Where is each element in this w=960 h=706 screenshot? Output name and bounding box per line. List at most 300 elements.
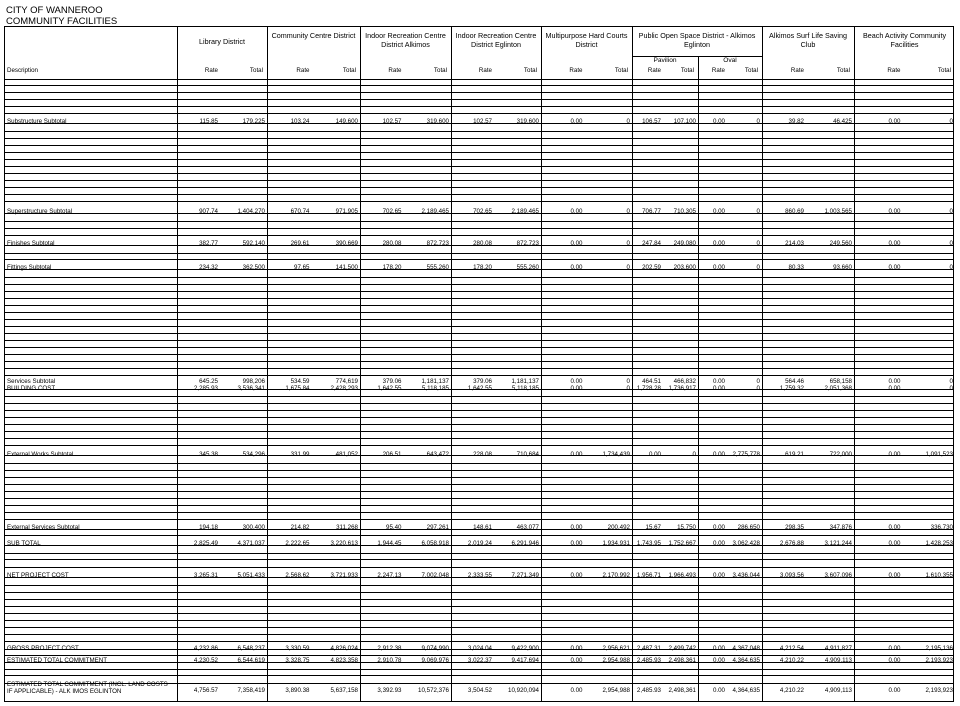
total-value: 0 xyxy=(756,378,760,385)
row-line xyxy=(5,228,953,229)
rate-label: Rate xyxy=(204,67,218,74)
rate-value: 1,759.32 xyxy=(779,385,804,392)
total-value: 6,291,946 xyxy=(511,540,539,547)
total-value: 1,003,565 xyxy=(824,208,852,215)
rate-value: 280.08 xyxy=(473,240,492,247)
total-value: 3,220,613 xyxy=(330,540,358,547)
row-line xyxy=(5,347,953,348)
total-value: 6,544,619 xyxy=(237,657,265,664)
row-label: Finishes Subtotal xyxy=(7,240,55,247)
total-label: Total xyxy=(937,67,951,74)
rate-value: 0.00 xyxy=(888,385,901,392)
total-value: 481,052 xyxy=(335,451,358,458)
total-value: 710,305 xyxy=(673,208,696,215)
rate-value: 102.57 xyxy=(473,118,492,125)
total-value: 7,358,419 xyxy=(237,687,265,694)
rate-value: 0.00 xyxy=(570,657,583,664)
rate-value: 178.20 xyxy=(473,264,492,271)
rate-value: 0.00 xyxy=(712,264,725,271)
rate-value: 0.00 xyxy=(712,687,725,694)
row-line xyxy=(5,173,953,174)
rate-value: 0.00 xyxy=(712,385,725,392)
row-label: Superstructure Subtotal xyxy=(7,208,73,215)
total-label: Total xyxy=(744,67,758,74)
row-line xyxy=(5,655,953,656)
column-header: Indoor Recreation Centre District Eglinton xyxy=(455,31,537,49)
total-value: 149,600 xyxy=(335,118,358,125)
rate-value: 39.82 xyxy=(788,118,804,125)
rate-value: 95.40 xyxy=(386,524,402,531)
rate-value: 1,642.55 xyxy=(377,385,402,392)
total-value: 3,121,244 xyxy=(824,540,852,547)
report-subtitle: COMMUNITY FACILITIES xyxy=(6,16,118,27)
total-value: 4,909,113 xyxy=(824,657,852,664)
rate-value: 97.65 xyxy=(294,264,310,271)
total-value: 0 xyxy=(756,118,760,125)
rate-value: 2,285.93 xyxy=(193,385,218,392)
rate-value: 4,756.57 xyxy=(193,687,218,694)
total-value: 1,181,137 xyxy=(511,378,539,385)
row-line xyxy=(5,641,953,642)
total-value: 2,954,988 xyxy=(602,657,630,664)
rate-value: 2,910.78 xyxy=(377,657,402,664)
total-value: 3,536,341 xyxy=(237,385,265,392)
row-line xyxy=(5,627,953,628)
rate-value: 0.00 xyxy=(570,378,583,385)
rate-value: 3,392.93 xyxy=(377,687,402,694)
row-line xyxy=(5,445,953,446)
total-value: 297,261 xyxy=(426,524,449,531)
total-value: 10,572,376 xyxy=(418,687,449,694)
rate-value: 0.00 xyxy=(888,540,901,547)
oval-header: Oval xyxy=(723,57,737,64)
rate-value: 379.06 xyxy=(382,378,402,385)
total-value: 4,823,358 xyxy=(330,657,358,664)
total-value: 998,206 xyxy=(242,378,265,385)
row-line xyxy=(5,166,953,167)
rate-value: 0.00 xyxy=(888,208,901,215)
total-value: 2,193,923 xyxy=(925,657,953,664)
rate-value: 907.74 xyxy=(199,208,218,215)
total-value: 9,422,900 xyxy=(511,645,539,652)
rate-label: Rate xyxy=(887,67,901,74)
row-line xyxy=(5,567,953,568)
row-line xyxy=(5,361,953,362)
total-value: 1,934,931 xyxy=(602,540,630,547)
row-line xyxy=(5,620,953,621)
total-label: Total xyxy=(836,67,850,74)
total-value: 311,268 xyxy=(336,524,358,531)
rate-value: 0.00 xyxy=(570,524,583,531)
row-line xyxy=(5,417,953,418)
total-label: Total xyxy=(342,67,356,74)
total-value: 200,492 xyxy=(607,524,630,531)
row-label: GROSS PROJECT COST xyxy=(7,645,79,652)
rate-value: 0.00 xyxy=(712,657,725,664)
row-line xyxy=(5,333,953,334)
rate-value: 4,212.54 xyxy=(779,645,804,652)
row-line xyxy=(5,585,953,586)
row-line xyxy=(5,187,953,188)
row-label: Substructure Subtotal xyxy=(7,118,67,125)
rate-value: 0.00 xyxy=(888,240,901,247)
rate-value: 298.35 xyxy=(785,524,804,531)
rate-value: 0.00 xyxy=(888,451,901,458)
total-value: 0 xyxy=(626,118,630,125)
total-value: 6,058,918 xyxy=(421,540,449,547)
total-value: 93,660 xyxy=(833,264,852,271)
rate-value: 0.00 xyxy=(712,572,725,579)
rate-value: 2,247.13 xyxy=(377,572,402,579)
total-value: 5,637,158 xyxy=(330,687,358,694)
report-title: CITY OF WANNEROO xyxy=(6,5,103,16)
total-value: 774,619 xyxy=(335,378,358,385)
row-line xyxy=(5,113,953,114)
total-value: 0 xyxy=(949,240,953,247)
rate-value: 247.84 xyxy=(642,240,661,247)
row-line xyxy=(5,553,953,554)
row-label: External Works Subtotal xyxy=(7,451,74,458)
rate-value: 194.18 xyxy=(199,524,218,531)
rate-value: 214.03 xyxy=(785,240,804,247)
row-line xyxy=(5,491,953,492)
row-line xyxy=(5,438,953,439)
rate-value: 106.57 xyxy=(642,118,661,125)
total-value: 2,193,923 xyxy=(925,687,953,694)
total-label: Total xyxy=(523,67,537,74)
cost-table xyxy=(4,26,954,702)
total-value: 347,876 xyxy=(829,524,852,531)
rate-value: 331.99 xyxy=(290,451,310,458)
total-value: 0 xyxy=(949,208,953,215)
total-value: 5,051,433 xyxy=(237,572,265,579)
column-header: Indoor Recreation Centre District Alkimos xyxy=(365,31,446,49)
total-value: 390,669 xyxy=(335,240,358,247)
total-label: Total xyxy=(433,67,447,74)
row-line xyxy=(5,613,953,614)
total-value: 1,091,523 xyxy=(925,451,953,458)
rate-value: 0.00 xyxy=(570,385,583,392)
rate-value: 0.00 xyxy=(570,240,583,247)
rate-value: 4,210.22 xyxy=(779,687,804,694)
row-label: ESTIMATED TOTAL COMMITMENT xyxy=(7,657,108,664)
total-value: 4,909,113 xyxy=(824,687,852,694)
rate-value: 3,504.52 xyxy=(467,687,492,694)
rate-value: 4,210.22 xyxy=(779,657,804,664)
total-value: 1,428,253 xyxy=(925,540,953,547)
rate-value: 214.82 xyxy=(290,524,310,531)
total-value: 0 xyxy=(949,118,953,125)
total-value: 362,500 xyxy=(242,264,265,271)
rate-value: 619.21 xyxy=(785,451,804,458)
row-line xyxy=(5,312,953,313)
rate-value: 15.67 xyxy=(645,524,661,531)
rate-value: 269.61 xyxy=(290,240,310,247)
rate-value: 0.00 xyxy=(888,645,901,652)
rate-value: 0.00 xyxy=(712,451,725,458)
total-value: 555,260 xyxy=(516,264,539,271)
total-value: 1,736,917 xyxy=(668,385,696,392)
row-line xyxy=(5,498,953,499)
total-value: 872,723 xyxy=(426,240,449,247)
total-value: 2,189,465 xyxy=(421,208,449,215)
total-value: 203,600 xyxy=(673,264,696,271)
total-value: 4,371,037 xyxy=(237,540,265,547)
rate-value: 3,330.59 xyxy=(285,645,310,652)
total-label: Total xyxy=(614,67,628,74)
total-value: 0 xyxy=(756,385,760,392)
row-line xyxy=(5,106,953,107)
row-line xyxy=(5,221,953,222)
row-line xyxy=(5,592,953,593)
rate-value: 0.00 xyxy=(570,208,583,215)
row-line xyxy=(5,368,953,369)
total-value: 1,181,137 xyxy=(421,378,449,385)
column-header: Alkimos Surf Life Saving Club xyxy=(769,31,847,49)
total-value: 1,966,493 xyxy=(668,572,696,579)
row-line xyxy=(5,512,953,513)
rate-value: 148.61 xyxy=(473,524,492,531)
rate-value: 2,825.49 xyxy=(193,540,218,547)
total-value: 555,260 xyxy=(426,264,449,271)
rate-value: 80.33 xyxy=(788,264,804,271)
total-value: 466,832 xyxy=(673,378,696,385)
rate-value: 3,022.37 xyxy=(467,657,492,664)
rate-value: 0.00 xyxy=(712,540,725,547)
total-value: 1,610,355 xyxy=(925,572,953,579)
rate-value: 464.51 xyxy=(642,378,661,385)
rate-value: 0.00 xyxy=(888,572,901,579)
total-value: 0 xyxy=(626,385,630,392)
row-line xyxy=(5,535,953,536)
total-value: 2,195,136 xyxy=(925,645,953,652)
rate-value: 0.00 xyxy=(888,264,901,271)
row-line xyxy=(5,201,953,202)
total-value: 2,498,361 xyxy=(668,687,696,694)
row-line xyxy=(5,79,953,80)
row-line xyxy=(5,403,953,404)
rate-value: 0.00 xyxy=(888,524,901,531)
total-value: 300,400 xyxy=(242,524,265,531)
total-value: 658,158 xyxy=(829,378,852,385)
total-value: 4,367,048 xyxy=(732,645,760,652)
rate-value: 4,230.52 xyxy=(193,657,218,664)
rate-value: 702.65 xyxy=(382,208,402,215)
total-value: 5,118,185 xyxy=(421,385,449,392)
rate-value: 0.00 xyxy=(570,645,583,652)
rate-value: 345.38 xyxy=(199,451,218,458)
total-value: 6,548,237 xyxy=(237,645,265,652)
rate-value: 0.00 xyxy=(712,524,725,531)
row-line xyxy=(5,354,953,355)
row-label: ESTIMATED TOTAL COMMITMENT (INCL. LAND COSTS IF APPLICABLE) - ALK IMOS EGLINTON xyxy=(7,681,168,695)
total-value: 336,730 xyxy=(930,524,953,531)
rate-value: 2,676.88 xyxy=(779,540,804,547)
row-label: BUILDING COST xyxy=(7,385,56,392)
total-value: 1,404,270 xyxy=(237,208,265,215)
row-line xyxy=(5,99,953,100)
total-value: 1,752,667 xyxy=(668,540,696,547)
total-value: 3,436,044 xyxy=(732,572,760,579)
total-value: 0 xyxy=(626,378,630,385)
total-value: 9,074,990 xyxy=(421,645,449,652)
row-line xyxy=(5,235,953,236)
rate-label: Rate xyxy=(296,67,310,74)
total-value: 0 xyxy=(756,240,760,247)
row-line xyxy=(5,291,953,292)
total-value: 2,499,742 xyxy=(668,645,696,652)
rate-value: 564.46 xyxy=(785,378,804,385)
total-value: 319,600 xyxy=(516,118,539,125)
row-line xyxy=(5,145,953,146)
rate-value: 645.25 xyxy=(199,378,218,385)
total-value: 0 xyxy=(756,208,760,215)
total-label: Total xyxy=(680,67,694,74)
rate-value: 202.59 xyxy=(642,264,661,271)
total-value: 643,472 xyxy=(426,451,449,458)
total-value: 4,826,024 xyxy=(330,645,358,652)
rate-value: 115.85 xyxy=(199,118,218,125)
total-value: 0 xyxy=(949,264,953,271)
rate-value: 0.00 xyxy=(648,451,661,458)
rate-value: 0.00 xyxy=(712,378,725,385)
rate-value: 3,024.04 xyxy=(467,645,492,652)
row-line xyxy=(5,606,953,607)
row-line xyxy=(5,559,953,560)
total-value: 3,062,428 xyxy=(732,540,760,547)
row-line xyxy=(5,599,953,600)
total-value: 1,734,439 xyxy=(602,451,630,458)
rate-value: 706.77 xyxy=(642,208,661,215)
rate-value: 3,328.75 xyxy=(285,657,310,664)
total-value: 286,650 xyxy=(737,524,760,531)
total-value: 4,911,827 xyxy=(824,645,852,652)
row-line xyxy=(5,375,953,376)
total-value: 0 xyxy=(949,385,953,392)
total-value: 249,560 xyxy=(829,240,852,247)
total-value: 872,723 xyxy=(516,240,539,247)
row-label: NET PROJECT COST xyxy=(7,572,69,579)
total-value: 9,069,976 xyxy=(421,657,449,664)
row-label: Fittings Subtotal xyxy=(7,264,52,271)
row-line xyxy=(5,484,953,485)
description-header: Description xyxy=(7,67,38,74)
rate-value: 1,642.55 xyxy=(467,385,492,392)
row-line xyxy=(5,131,953,132)
rate-value: 2,568.62 xyxy=(285,572,310,579)
total-value: 2,170,992 xyxy=(602,572,630,579)
rate-value: 379.06 xyxy=(473,378,492,385)
rate-value: 0.00 xyxy=(570,572,583,579)
total-value: 15,750 xyxy=(677,524,696,531)
column-header: Multipurpose Hard Courts District xyxy=(545,31,628,49)
row-line xyxy=(5,298,953,299)
total-value: 4,364,635 xyxy=(732,657,760,664)
row-line xyxy=(5,180,953,181)
rate-value: 3,265.31 xyxy=(193,572,218,579)
total-value: 3,721,933 xyxy=(330,572,358,579)
total-value: 2,498,361 xyxy=(668,657,696,664)
row-line xyxy=(5,410,953,411)
row-line xyxy=(5,319,953,320)
rate-value: 0.00 xyxy=(570,264,583,271)
rate-value: 860.69 xyxy=(785,208,804,215)
rate-value: 1,956.71 xyxy=(636,572,661,579)
row-line xyxy=(5,253,953,254)
total-value: 2,189,465 xyxy=(511,208,539,215)
total-value: 9,417,694 xyxy=(511,657,539,664)
row-line xyxy=(5,675,953,676)
row-line xyxy=(5,138,953,139)
rate-value: 0.00 xyxy=(712,118,725,125)
rate-value: 534.59 xyxy=(290,378,310,385)
total-value: 971,905 xyxy=(335,208,358,215)
rate-value: 206.51 xyxy=(382,451,402,458)
rate-value: 2,333.55 xyxy=(467,572,492,579)
total-value: 534,296 xyxy=(242,451,265,458)
rate-value: 702.65 xyxy=(473,208,492,215)
row-line xyxy=(5,634,953,635)
rate-label: Rate xyxy=(478,67,492,74)
rate-value: 2,019.24 xyxy=(467,540,492,547)
rate-value: 2,912.38 xyxy=(377,645,402,652)
total-value: 0 xyxy=(756,264,760,271)
rate-value: 2,485.93 xyxy=(636,687,661,694)
rate-value: 0.00 xyxy=(570,451,583,458)
total-label: Total xyxy=(249,67,263,74)
total-value: 722,000 xyxy=(829,451,852,458)
rate-label: Rate xyxy=(647,67,661,74)
rate-value: 2,222.65 xyxy=(285,540,310,547)
total-value: 0 xyxy=(626,208,630,215)
rate-value: 670.74 xyxy=(290,208,310,215)
total-value: 141,500 xyxy=(335,264,358,271)
rate-value: 178.20 xyxy=(382,264,402,271)
rate-value: 102.57 xyxy=(382,118,402,125)
total-value: 5,118,185 xyxy=(511,385,539,392)
rate-value: 4,232.86 xyxy=(193,645,218,652)
row-line xyxy=(5,159,953,160)
total-value: 2,051,368 xyxy=(824,385,852,392)
total-value: 2,956,621 xyxy=(602,645,630,652)
row-line xyxy=(5,396,953,397)
row-line xyxy=(5,85,953,86)
rate-value: 103.24 xyxy=(290,118,310,125)
rate-value: 1,944.45 xyxy=(377,540,402,547)
row-line xyxy=(5,326,953,327)
rate-value: 0.00 xyxy=(570,540,583,547)
rate-value: 1,728.28 xyxy=(636,385,661,392)
rate-value: 0.00 xyxy=(888,378,901,385)
row-line xyxy=(5,152,953,153)
total-value: 3,607,096 xyxy=(824,572,852,579)
total-value: 319,600 xyxy=(426,118,449,125)
rate-value: 382.77 xyxy=(199,240,218,247)
total-value: 46,425 xyxy=(833,118,852,125)
total-value: 179,225 xyxy=(242,118,265,125)
rate-value: 3,093.56 xyxy=(779,572,804,579)
total-value: 0 xyxy=(626,264,630,271)
column-header: Community Centre District xyxy=(271,31,356,40)
column-header: Library District xyxy=(199,37,245,46)
column-header: Beach Activity Community Facilities xyxy=(862,31,947,49)
total-value: 710,684 xyxy=(516,451,539,458)
column-header: Public Open Space District - Alkimos Eglinton xyxy=(638,31,756,49)
total-value: 0 xyxy=(626,240,630,247)
rate-value: 234.32 xyxy=(199,264,218,271)
total-value: 0 xyxy=(949,378,953,385)
rate-label: Rate xyxy=(388,67,402,74)
